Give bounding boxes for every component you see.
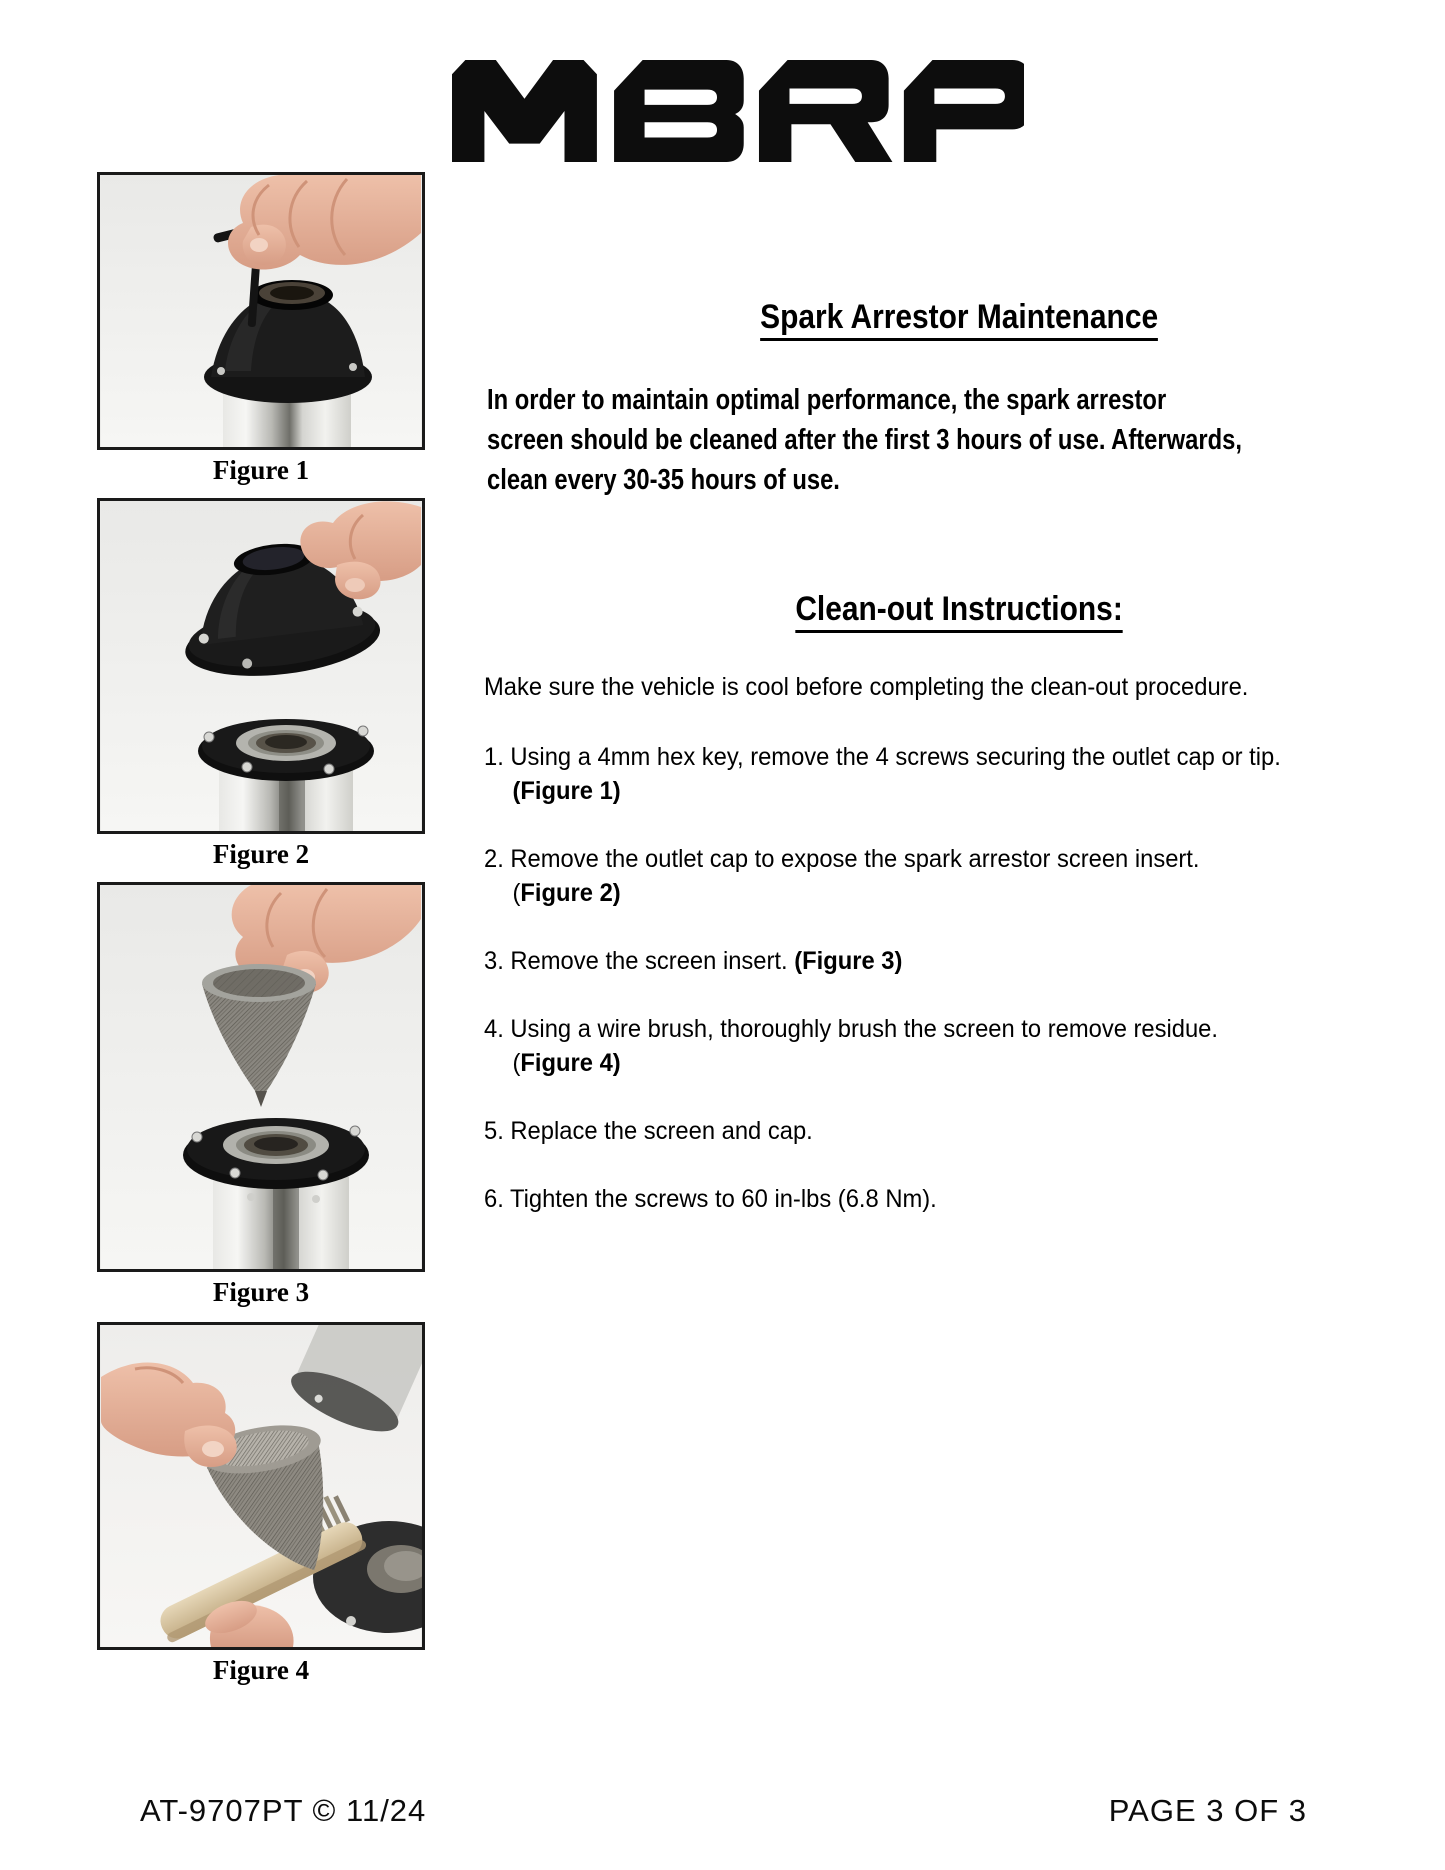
instruction-steps bbox=[484, 740, 1281, 1250]
figure-2 bbox=[97, 498, 425, 870]
figure-4-photo bbox=[97, 1322, 425, 1650]
logo-letter-m bbox=[452, 60, 597, 162]
step-line: (Figure 4) bbox=[512, 1049, 621, 1077]
step-line: 2. Remove the outlet cap to expose the spark arrestor screen insert. bbox=[484, 845, 1200, 873]
instruction-step bbox=[484, 1114, 1281, 1148]
step-line: 4. Using a wire brush, thoroughly brush the screen to remove residue. bbox=[484, 1015, 1218, 1043]
intro-paragraph bbox=[487, 380, 1242, 500]
page-title: Spark Arrestor Maintenance bbox=[761, 298, 1159, 341]
cool-vehicle-note: Make sure the vehicle is cool before completing the clean-out procedure. bbox=[484, 673, 1249, 701]
logo-letter-r bbox=[759, 60, 892, 162]
document-number: AT-9707PT © 11/24 bbox=[140, 1793, 427, 1828]
figure-1-caption: Figure 1 bbox=[212, 455, 310, 485]
figure-4 bbox=[97, 1322, 425, 1686]
logo-letter-p bbox=[904, 60, 1024, 162]
text-line: In order to maintain optimal performance, the spark arrestor bbox=[487, 384, 1167, 416]
mbrp-logo-wordmark bbox=[452, 60, 1024, 162]
instruction-step bbox=[484, 944, 1281, 978]
figure-3-illustration bbox=[100, 885, 422, 1269]
figure-3 bbox=[97, 882, 425, 1308]
figure-4-illustration bbox=[100, 1325, 422, 1647]
figure-1-photo bbox=[97, 172, 425, 450]
instruction-step bbox=[484, 842, 1281, 910]
figure-2-illustration bbox=[100, 501, 422, 831]
figure-4-caption: Figure 4 bbox=[212, 1655, 310, 1685]
instruction-step bbox=[484, 1012, 1281, 1080]
page-footer bbox=[0, 1793, 1445, 1835]
muffler-tip bbox=[198, 719, 374, 831]
logo-letter-b bbox=[614, 60, 744, 162]
step-line: 6. Tighten the screws to 60 in-lbs (6.8 Nm). bbox=[484, 1185, 937, 1213]
step-line: (Figure 2) bbox=[512, 879, 621, 907]
cleanout-heading: Clean-out Instructions: bbox=[796, 590, 1123, 633]
figure-3-photo bbox=[97, 882, 425, 1272]
step-line: (Figure 1) bbox=[512, 777, 621, 805]
instruction-step bbox=[484, 1182, 1281, 1216]
figure-1 bbox=[97, 172, 425, 486]
text-line: clean every 30-35 hours of use. bbox=[487, 464, 840, 496]
figure-1-illustration bbox=[100, 175, 422, 447]
figure-3-caption: Figure 3 bbox=[212, 1277, 310, 1307]
step-line: 5. Replace the screen and cap. bbox=[484, 1117, 813, 1145]
text-line: screen should be cleaned after the first 3 hours of use. Afterwards, bbox=[487, 424, 1243, 456]
step-line: 3. Remove the screen insert. (Figure 3) bbox=[484, 947, 903, 975]
figure-2-caption: Figure 2 bbox=[212, 839, 310, 869]
mbrp-logo bbox=[452, 60, 1024, 162]
instruction-step bbox=[484, 740, 1281, 808]
figure-2-photo bbox=[97, 498, 425, 834]
section-heading-row bbox=[487, 590, 1432, 633]
page-indicator: PAGE 3 OF 3 bbox=[1108, 1793, 1307, 1828]
step-line: 1. Using a 4mm hex key, remove the 4 screws securing the outlet cap or tip. bbox=[484, 743, 1281, 771]
title-row bbox=[487, 298, 1432, 341]
